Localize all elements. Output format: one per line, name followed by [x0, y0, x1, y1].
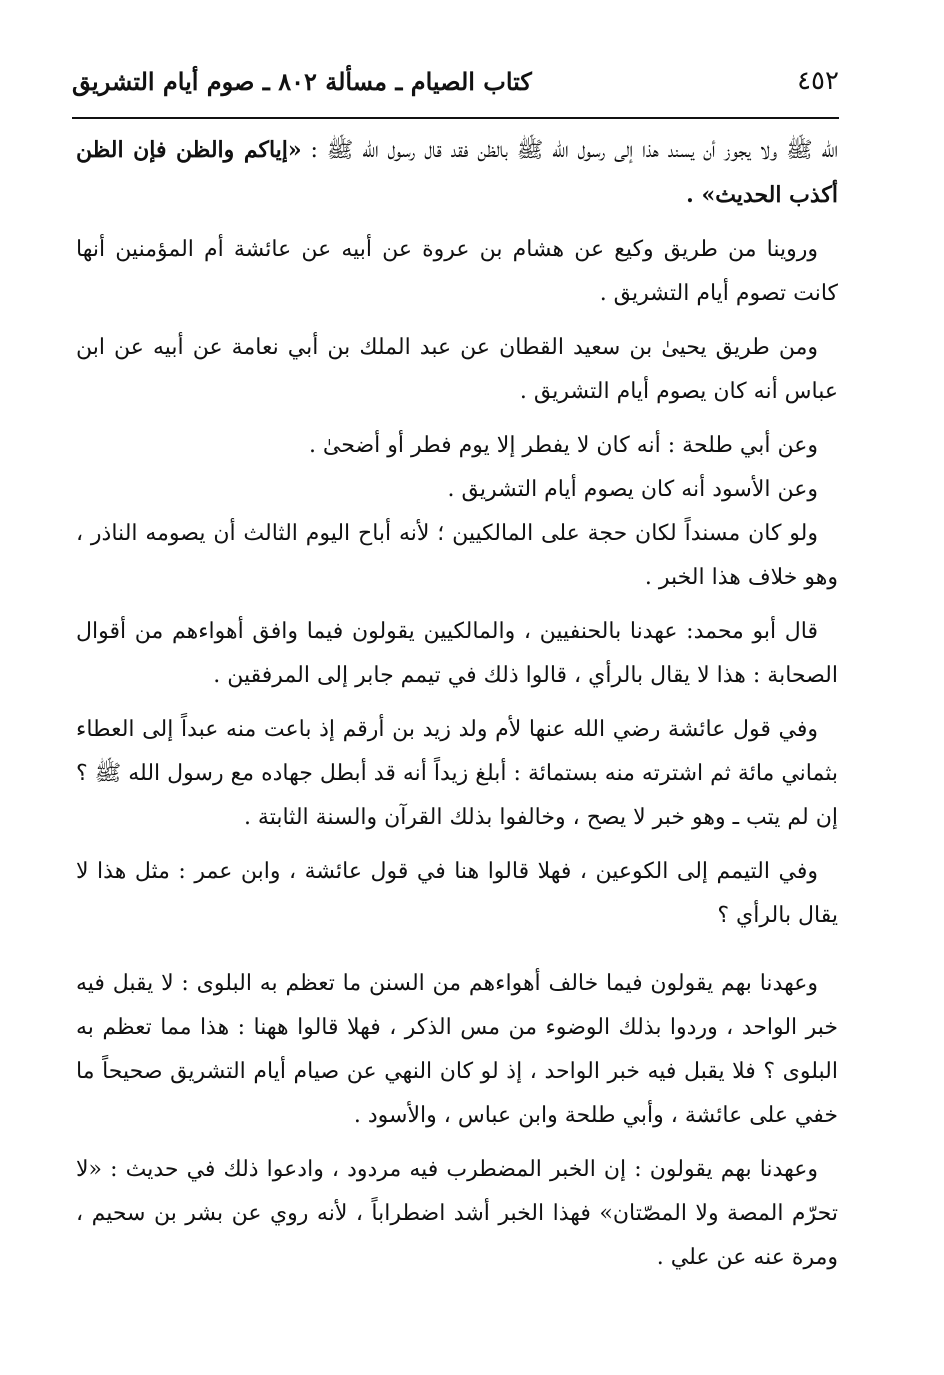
- paragraph-tayammum: وفي التيمم إلى الكوعين ، فهلا قالوا هنا في قول عائشة ، وابن عمر : مثل هذا لا يقال بالرأي ؟: [76, 859, 838, 928]
- paragraph-single-narrator: وعهدنا بهم يقولون فيما خالف أهواءهم من السنن ما تعظم به البلوى : لا يقبل فيه خبر الواحد ، وردوا بذلك الوضوء من مس الذكر ، فهلا قالوا ههنا : هذا مما تعظم به البلوى ؟ فلا يقبل فيه خبر الواحد ، إذ لو كان النهي عن صيام أيام التشريق صحيحاً ما خفي على عائشة ، وأبي طلحة وابن عباس ، والأسود .: [76, 971, 838, 1128]
- paragraph-malikis: ولو كان مسنداً لكان حجة على المالكيين ؛ لأنه أباح اليوم الثالث أن يصومه الناذر ، وهو خلاف هذا الخبر .: [76, 521, 838, 590]
- paragraph-text: الله ﷺ ولا يجوز أن يسند هذا إلى رسول الله ﷺ بالظن فقد قال رسول الله ﷺ :: [301, 138, 838, 163]
- paragraph-abu-talha: وعن أبي طلحة : أنه كان لا يفطر إلا يوم فطر أو أضحىٰ .: [308, 433, 818, 458]
- paragraph-confused-report: وعهدنا بهم يقولون : إن الخبر المضطرب فيه مردود ، وادعوا ذلك في حديث : «لا تحرّم المصة ولا المصّتان» فهذا الخبر أشد اضطراباً ، لأنه روي عن بشر بن سحيم ، ومرة عنه عن علي .: [76, 1157, 838, 1270]
- running-title: كتاب الصيام ـ مسألة ٨٠٢ ـ صوم أيام التشريق: [72, 66, 532, 96]
- hadith-quote: «إياكم والظن فإن الظن أكذب الحديث» .: [76, 137, 838, 208]
- paragraph-abu-muhammad: قال أبو محمد: عهدنا بالحنفيين ، والمالكيين يقولون فيما وافق أهواءهم من أقوال الصحابة : هذا لا يقال بالرأي ، قالوا ذلك في تيمم جابر إلى المرفقين .: [76, 619, 838, 688]
- header-rule: [72, 117, 839, 119]
- page-number: ٤٥٢: [797, 66, 839, 96]
- paragraph-hadith-conjecture: [76, 128, 838, 218]
- paragraph-aisha-narration: وروينا من طريق وكيع عن هشام بن عروة عن أبيه عن عائشة أم المؤمنين أنها كانت تصوم أيام التشريق .: [76, 237, 838, 306]
- page-body: [76, 128, 838, 1290]
- paragraph-zayd-ibn-arqam: وفي قول عائشة رضي الله عنها لأم ولد زيد بن أرقم إذ باعت منه عبداً إلى العطاء بثماني مائة ثم اشترته منه بستمائة : أبلغ زيداً أنه قد أبطل جهاده مع رسول الله ﷺ ؟ إن لم يتب ـ وهو خبر لا يصح ، وخالفوا بذلك القرآن والسنة الثابتة .: [76, 717, 838, 830]
- page-header: [72, 60, 839, 102]
- paragraph-al-aswad: وعن الأسود أنه كان يصوم أيام التشريق .: [447, 477, 818, 502]
- paragraph-ibn-abbas-narration: ومن طريق يحيىٰ بن سعيد القطان عن عبد الملك بن أبي نعامة عن أبيه عن ابن عباس أنه كان يصوم أيام التشريق .: [76, 335, 838, 404]
